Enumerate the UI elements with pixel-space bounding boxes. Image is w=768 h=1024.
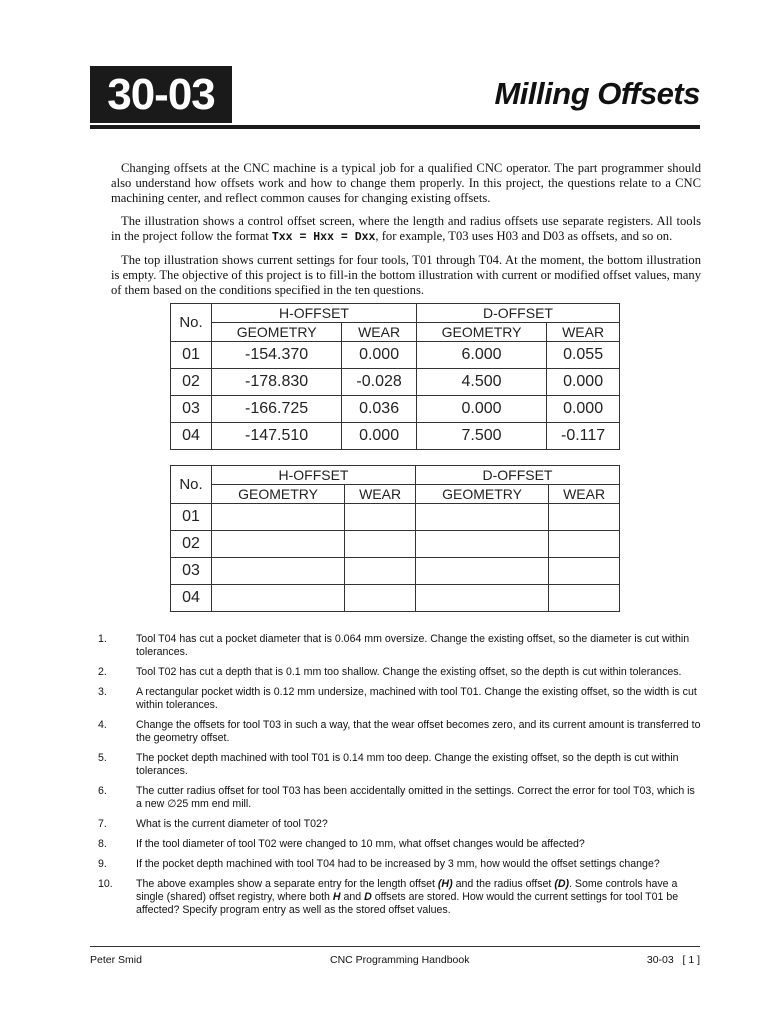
offset-number: 02	[171, 531, 212, 558]
h-wear-cell	[345, 558, 416, 585]
question-text: Change the offsets for tool T03 in such a way, that the wear offset becomes zero, and its current amount is transferred to the geometry offset.	[136, 719, 701, 744]
question-text: Tool T02 has cut a depth that is 0.1 mm too shallow. Change the existing offset, so the depth is cut within tolerances.	[136, 666, 682, 678]
question-number: 6.	[98, 785, 107, 797]
list-item	[98, 752, 703, 778]
question-number: 8.	[98, 838, 107, 850]
h-wear-cell: 0.036	[342, 396, 417, 423]
h-wear-cell	[345, 531, 416, 558]
question-number: 1.	[98, 633, 107, 645]
intro-paragraph: Changing offsets at the CNC machine is a typical job for a qualified CNC operator. The part programmer should also understand how offsets work and how to change them properly. In this project, the questions relate to a CNC machining center, and reflect common causes for changing existing offsets.	[111, 161, 701, 205]
table-row	[171, 369, 620, 396]
d-wear-cell	[549, 558, 620, 585]
table-row	[171, 558, 620, 585]
d-wear-cell: -0.117	[547, 423, 620, 450]
list-item	[98, 785, 703, 811]
h-geometry-cell: -166.725	[212, 396, 342, 423]
h-wear-cell	[345, 504, 416, 531]
d-wear-cell	[549, 504, 620, 531]
h-offset-label: (H)	[437, 878, 453, 890]
h-geometry-cell	[212, 585, 345, 612]
question-text: If the pocket depth machined with tool T04 had to be increased by 3 mm, how would the offset settings change?	[136, 858, 660, 870]
intro-paragraph: The top illustration shows current settings for four tools, T01 through T04. At the moment, the bottom illustration is empty. The objective of this project is to fill-in the bottom illustration with current or modified offset values, many of them based on the conditions specified in the ten questions.	[111, 253, 701, 297]
d-geometry-cell	[415, 585, 548, 612]
d-letter: D	[364, 891, 372, 903]
table-row	[171, 504, 620, 531]
intro-text	[111, 161, 701, 306]
h-geometry-cell: -154.370	[212, 342, 342, 369]
offset-number: 02	[171, 369, 212, 396]
intro-text-fragment: The illustration shows a control offset screen, where the length and radius offsets use separate registers. All tools in the project follow the format	[111, 214, 701, 243]
page-header	[90, 66, 702, 130]
question-text: If the tool diameter of tool T02 were changed to 10 mm, what offset changes would be affected?	[136, 838, 585, 850]
list-item	[98, 719, 703, 745]
list-item	[98, 878, 703, 917]
question-text: The pocket depth machined with tool T01 is 0.14 mm too deep. Change the existing offset, so the depth is cut within tolerances.	[136, 752, 679, 777]
d-wear-cell: 0.000	[547, 396, 620, 423]
list-item	[98, 858, 703, 871]
d-wear-cell: 0.000	[547, 369, 620, 396]
column-header-geometry: GEOMETRY	[415, 485, 548, 504]
column-header-wear: WEAR	[547, 323, 620, 342]
column-header-wear: WEAR	[345, 485, 416, 504]
d-geometry-cell: 0.000	[416, 396, 546, 423]
column-header-no: No.	[171, 466, 212, 504]
h-wear-cell	[345, 585, 416, 612]
question-text: The cutter radius offset for tool T03 has been accidentally omitted in the settings. Correct the error for tool T03, which is a new ∅25 mm end mill.	[136, 785, 695, 810]
table-row	[171, 585, 620, 612]
current-offset-table	[170, 303, 620, 450]
question-text: A rectangular pocket width is 0.12 mm undersize, machined with tool T01. Change the existing offset, so the width is cut within tolerances.	[136, 686, 697, 711]
question-text-fragment: . Some controls have a single (shared) offset registry, where both	[136, 878, 678, 903]
d-geometry-cell	[415, 504, 548, 531]
footer-page-number: 30-03 [ 1 ]	[646, 954, 700, 966]
h-geometry-cell: -147.510	[212, 423, 342, 450]
format-code: Txx = Hxx = Dxx	[271, 231, 376, 244]
question-text	[136, 878, 703, 917]
list-item	[98, 666, 703, 679]
list-item	[98, 838, 703, 851]
column-header-d-offset: D-OFFSET	[416, 304, 619, 323]
h-letter: H	[332, 891, 341, 903]
footer-book-title: CNC Programming Handbook	[330, 954, 470, 966]
d-geometry-cell	[415, 531, 548, 558]
list-item	[98, 818, 703, 831]
question-number: 10.	[98, 878, 113, 890]
header-rule	[90, 125, 700, 129]
column-header-d-offset: D-OFFSET	[415, 466, 619, 485]
blank-offset-table	[170, 465, 620, 612]
column-header-h-offset: H-OFFSET	[212, 466, 416, 485]
offset-number: 03	[171, 396, 212, 423]
h-geometry-cell	[212, 531, 345, 558]
chapter-number: 30-03	[90, 66, 232, 123]
question-number: 4.	[98, 719, 107, 731]
table-row	[171, 396, 620, 423]
h-geometry-cell	[212, 504, 345, 531]
footer-author: Peter Smid	[90, 954, 142, 966]
offset-number: 03	[171, 558, 212, 585]
d-geometry-cell: 4.500	[416, 369, 546, 396]
h-wear-cell: 0.000	[342, 342, 417, 369]
question-text-fragment: and	[340, 891, 365, 903]
offset-number: 04	[171, 585, 212, 612]
column-header-geometry: GEOMETRY	[212, 485, 345, 504]
question-list	[98, 633, 703, 924]
d-geometry-cell: 6.000	[416, 342, 546, 369]
d-wear-cell	[549, 585, 620, 612]
h-wear-cell: -0.028	[342, 369, 417, 396]
column-header-no: No.	[171, 304, 212, 342]
intro-text-fragment: , for example, T03 uses H03 and D03 as offsets, and so on.	[375, 229, 673, 243]
question-text-fragment: offsets are stored. How would the current settings for tool T01 be affected? Specify program entry as well as the stored offset values.	[136, 891, 679, 916]
question-number: 3.	[98, 686, 107, 698]
offset-number: 01	[171, 342, 212, 369]
offset-number: 04	[171, 423, 212, 450]
offset-number: 01	[171, 504, 212, 531]
question-text: What is the current diameter of tool T02?	[136, 818, 328, 830]
footer-rule	[90, 946, 700, 947]
table-row	[171, 342, 620, 369]
question-number: 7.	[98, 818, 107, 830]
list-item	[98, 686, 703, 712]
page-title: Milling Offsets	[494, 76, 700, 111]
table-row	[171, 423, 620, 450]
d-wear-cell: 0.055	[547, 342, 620, 369]
d-geometry-cell	[415, 558, 548, 585]
h-geometry-cell	[212, 558, 345, 585]
column-header-geometry: GEOMETRY	[416, 323, 546, 342]
h-wear-cell: 0.000	[342, 423, 417, 450]
d-offset-label: (D)	[554, 878, 570, 890]
question-number: 2.	[98, 666, 107, 678]
d-geometry-cell: 7.500	[416, 423, 546, 450]
d-wear-cell	[549, 531, 620, 558]
table-row	[171, 531, 620, 558]
intro-paragraph	[111, 214, 701, 245]
column-header-h-offset: H-OFFSET	[212, 304, 417, 323]
question-text-fragment: The above examples show a separate entry for the length offset	[136, 878, 438, 890]
question-text: Tool T04 has cut a pocket diameter that is 0.064 mm oversize. Change the existing offset, so the diameter is cut within tolerances.	[136, 633, 690, 658]
column-header-geometry: GEOMETRY	[212, 323, 342, 342]
question-number: 9.	[98, 858, 107, 870]
column-header-wear: WEAR	[549, 485, 620, 504]
question-text-fragment: and the radius offset	[452, 878, 555, 890]
h-geometry-cell: -178.830	[212, 369, 342, 396]
list-item	[98, 633, 703, 659]
question-number: 5.	[98, 752, 107, 764]
column-header-wear: WEAR	[342, 323, 417, 342]
